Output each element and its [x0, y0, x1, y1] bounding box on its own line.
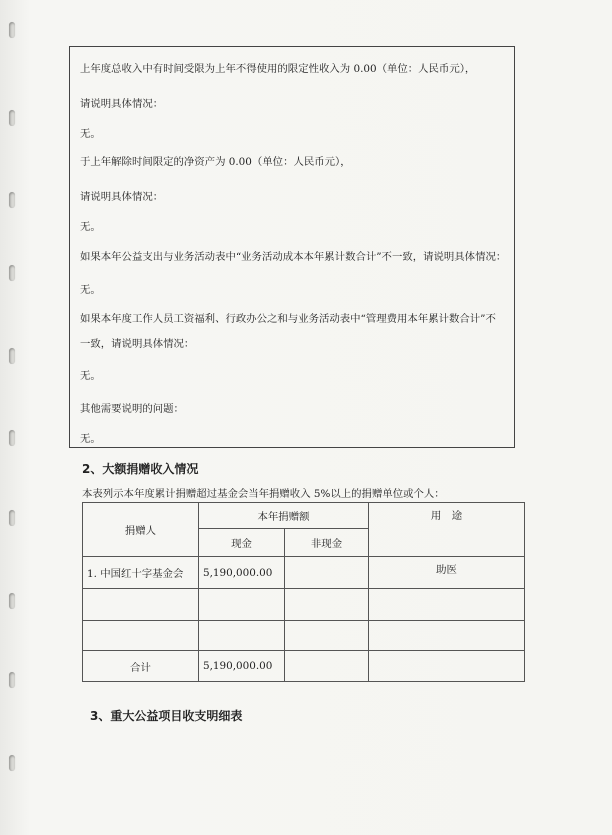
cell-donor: [83, 589, 199, 621]
punch-hole: [9, 192, 15, 208]
cell-total-usage: [369, 651, 525, 682]
note-answer: 无。: [80, 128, 101, 140]
punch-hole: [9, 348, 15, 364]
section-title-major-projects: 3、重大公益项目收支明细表: [90, 709, 243, 723]
table-row: [83, 557, 525, 589]
punch-hole: [9, 672, 15, 688]
punch-hole: [9, 430, 15, 446]
cell-cash: [199, 621, 285, 651]
punch-hole: [9, 755, 15, 771]
cell-noncash: [285, 557, 369, 589]
cell-usage: 助医: [369, 557, 525, 589]
punch-hole: [9, 22, 15, 38]
cell-total-noncash: [285, 651, 369, 682]
note-answer: 无。: [80, 221, 101, 233]
punch-hole: [9, 265, 15, 281]
cell-cash: 5,190,000.00: [199, 557, 285, 589]
note-released-assets: 于上年解除时间限定的净资产为 0.00（单位：人民币元），: [80, 156, 351, 168]
note-staff-costs: 如果本年度工作人员工资福利、行政办公之和与业务活动表中“管理费用本年累计数合计”不: [80, 313, 496, 325]
note-staff-costs-cont: 一致，请说明具体情况：: [80, 338, 195, 350]
donations-table: [82, 502, 525, 682]
punch-hole: [9, 510, 15, 526]
cell-usage: [369, 589, 525, 621]
section-intro: 本表列示本年度累计捐赠超过基金会当年捐赠收入 5%以上的捐赠单位或个人：: [82, 488, 445, 500]
note-label: 请说明具体情况：: [80, 98, 164, 110]
note-other-issues: 其他需要说明的问题：: [80, 403, 184, 415]
header-amount-group: 本年捐赠额: [199, 503, 369, 529]
note-answer: 无。: [80, 433, 101, 445]
notes-box: [69, 46, 515, 448]
table-total-row: [83, 651, 525, 682]
note-answer: 无。: [80, 370, 101, 382]
section-title-large-donations: 2、大额捐赠收入情况: [82, 462, 199, 476]
note-label: 请说明具体情况：: [80, 191, 164, 203]
cell-total-label: 合计: [83, 651, 199, 682]
header-usage: 用 途: [369, 503, 525, 557]
header-noncash: 非现金: [285, 529, 369, 557]
note-restricted-income: 上年度总收入中有时间受限为上年不得使用的限定性收入为 0.00（单位：人民币元），: [80, 63, 476, 75]
header-donor: 捐赠人: [83, 503, 199, 557]
table-row: [83, 589, 525, 621]
cell-usage: [369, 621, 525, 651]
cell-donor: 1. 中国红十字基金会: [83, 557, 199, 589]
note-answer: 无。: [80, 284, 101, 296]
punch-hole: [9, 593, 15, 609]
cell-noncash: [285, 621, 369, 651]
cell-donor: [83, 621, 199, 651]
cell-noncash: [285, 589, 369, 621]
punch-hole: [9, 110, 15, 126]
table-row: [83, 621, 525, 651]
note-public-welfare: 如果本年公益支出与业务活动表中“业务活动成本本年累计数合计”不一致，请说明具体情况：: [80, 251, 507, 263]
cell-cash: [199, 589, 285, 621]
cell-total-cash: 5,190,000.00: [199, 651, 285, 682]
header-cash: 现金: [199, 529, 285, 557]
